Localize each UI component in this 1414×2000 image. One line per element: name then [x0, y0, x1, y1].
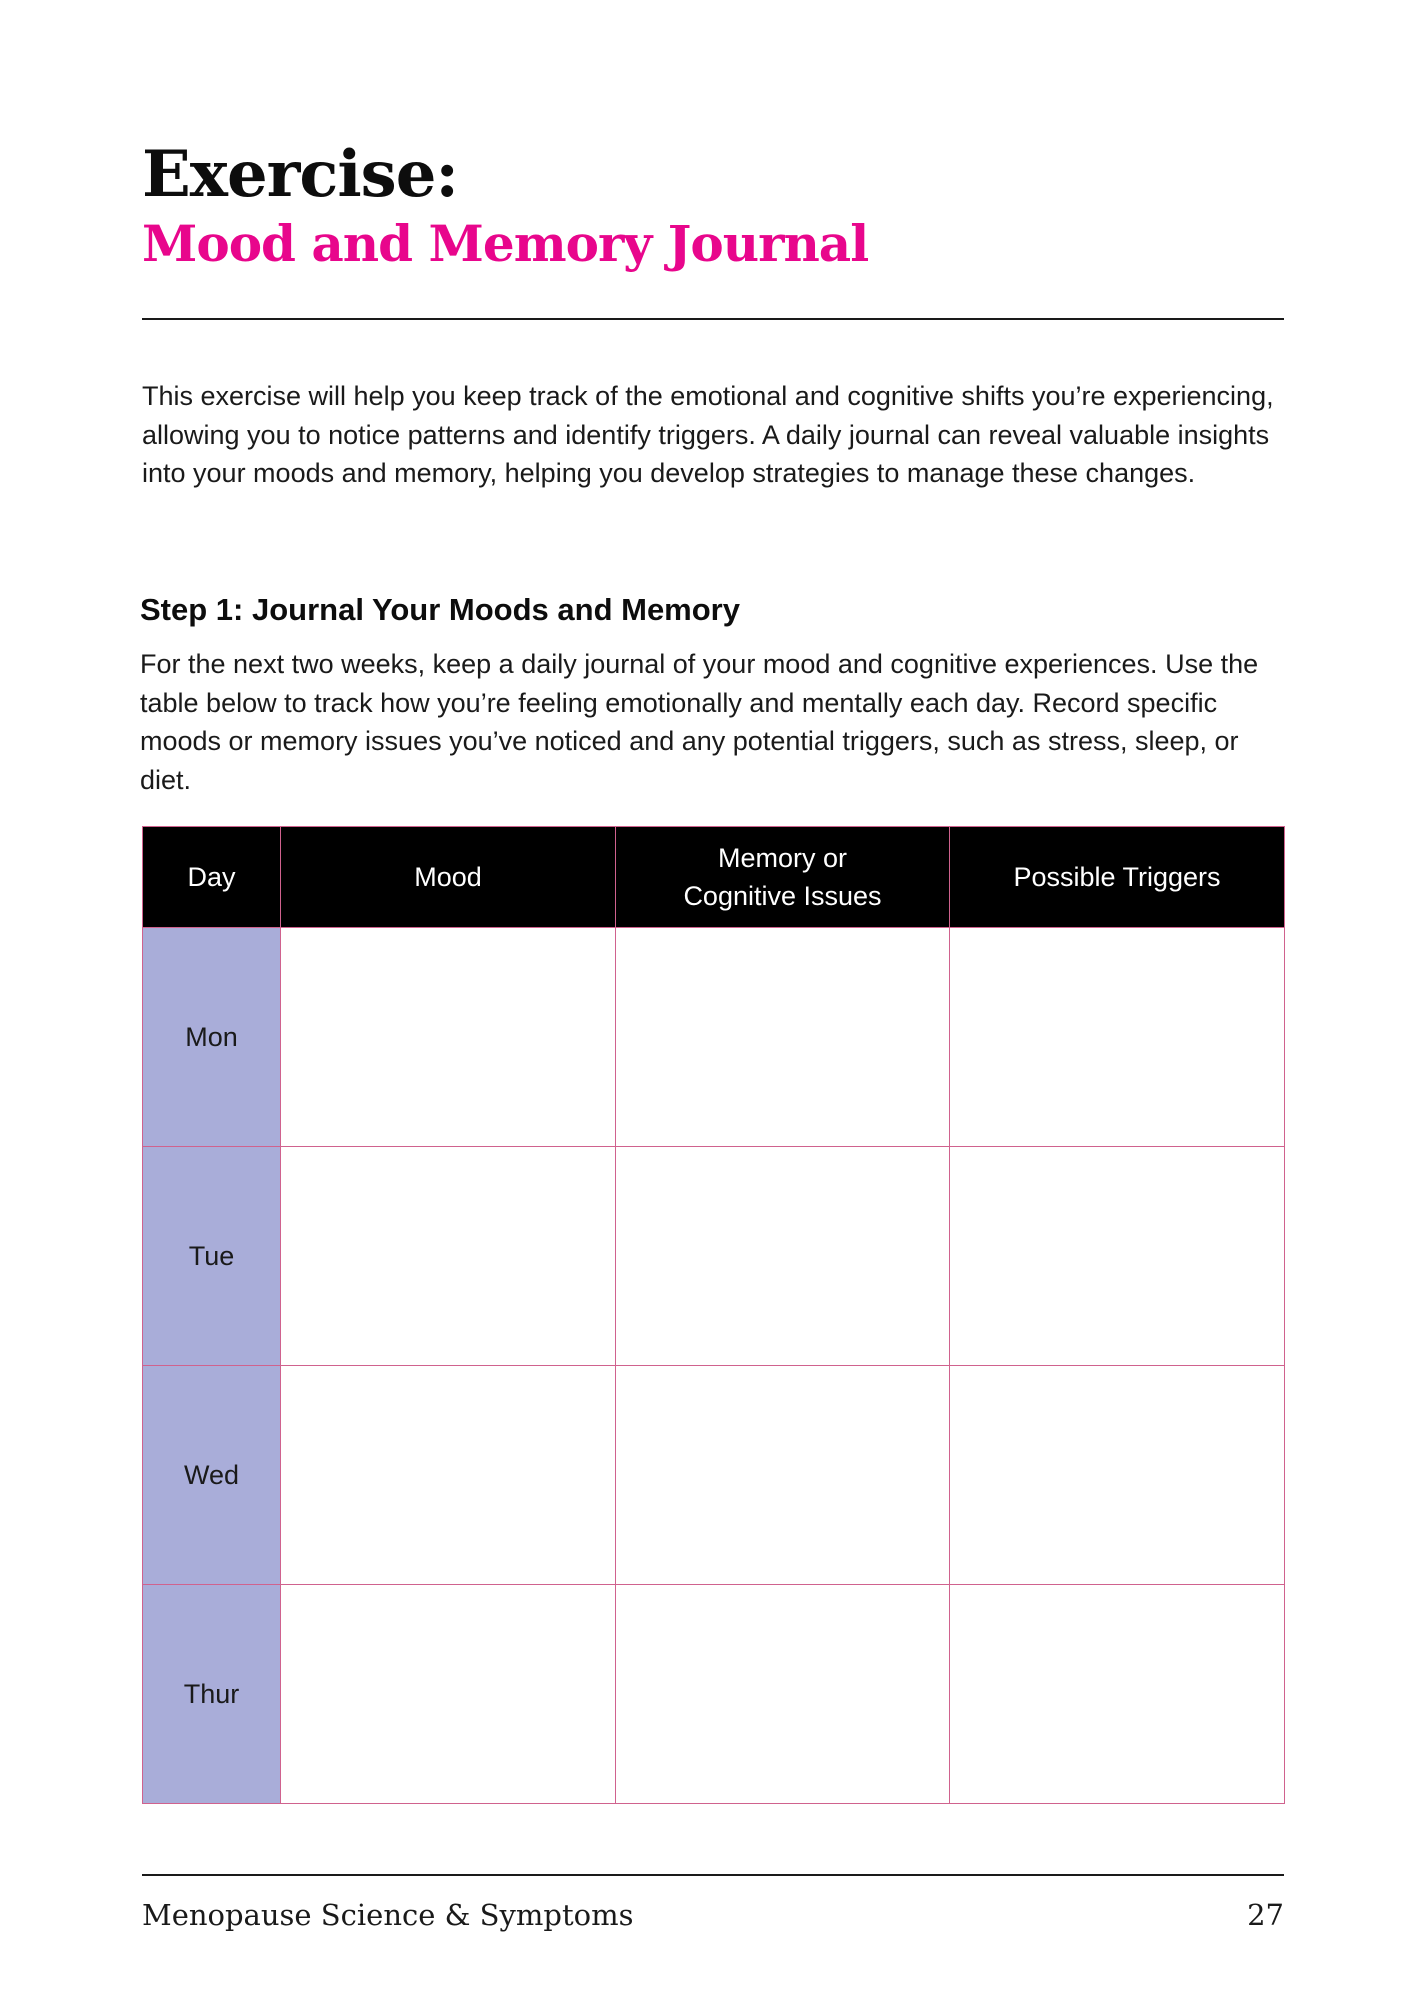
footer-book-title: Menopause Science & Symptoms	[142, 1898, 634, 1932]
mood-cell-mon[interactable]	[281, 928, 616, 1147]
triggers-cell-mon[interactable]	[950, 928, 1285, 1147]
table-row	[143, 1366, 1285, 1585]
triggers-cell-tue[interactable]	[950, 1147, 1285, 1366]
page-title: Exercise:	[142, 137, 459, 212]
mood-cell-wed[interactable]	[281, 1366, 616, 1585]
page-subtitle: Mood and Memory Journal	[142, 214, 869, 273]
day-cell-mon: Mon	[143, 928, 281, 1147]
memory-cell-mon[interactable]	[616, 928, 950, 1147]
footer-divider	[142, 1874, 1284, 1876]
memory-cell-wed[interactable]	[616, 1366, 950, 1585]
step-1-heading: Step 1: Journal Your Moods and Memory	[140, 592, 740, 627]
page-number: 27	[1247, 1898, 1284, 1932]
memory-cell-tue[interactable]	[616, 1147, 950, 1366]
page	[142, 0, 1284, 2000]
top-divider	[142, 318, 1284, 320]
table-row	[143, 1585, 1285, 1804]
triggers-cell-wed[interactable]	[950, 1366, 1285, 1585]
header-memory-line2: Cognitive Issues	[683, 881, 882, 911]
header-day: Day	[143, 827, 281, 928]
journal-table	[142, 826, 1285, 1804]
triggers-cell-thur[interactable]	[950, 1585, 1285, 1804]
header-memory-line1: Memory or	[717, 843, 847, 873]
intro-paragraph: This exercise will help you keep track of the emotional and cognitive shifts you’re experiencing, allowing you to notice patterns and identify triggers. A daily journal can reveal valuable insights into your moods and memory, helping you develop strategies to manage these changes.	[142, 381, 1274, 488]
header-triggers: Possible Triggers	[950, 827, 1285, 928]
header-mood: Mood	[281, 827, 616, 928]
header-memory	[616, 827, 950, 928]
day-cell-wed: Wed	[143, 1366, 281, 1585]
step-1-body: For the next two weeks, keep a daily journal of your mood and cognitive experiences. Use the table below to track how you’re feeling emotionally and mentally each day. Record specific moods or memory issues you’ve noticed and any potential triggers, such as stress, sleep, or diet.	[140, 649, 1259, 795]
day-cell-thur: Thur	[143, 1585, 281, 1804]
table-row	[143, 1147, 1285, 1366]
memory-cell-thur[interactable]	[616, 1585, 950, 1804]
table-row	[143, 928, 1285, 1147]
mood-cell-thur[interactable]	[281, 1585, 616, 1804]
mood-cell-tue[interactable]	[281, 1147, 616, 1366]
day-cell-tue: Tue	[143, 1147, 281, 1366]
table-header-row	[143, 827, 1285, 928]
